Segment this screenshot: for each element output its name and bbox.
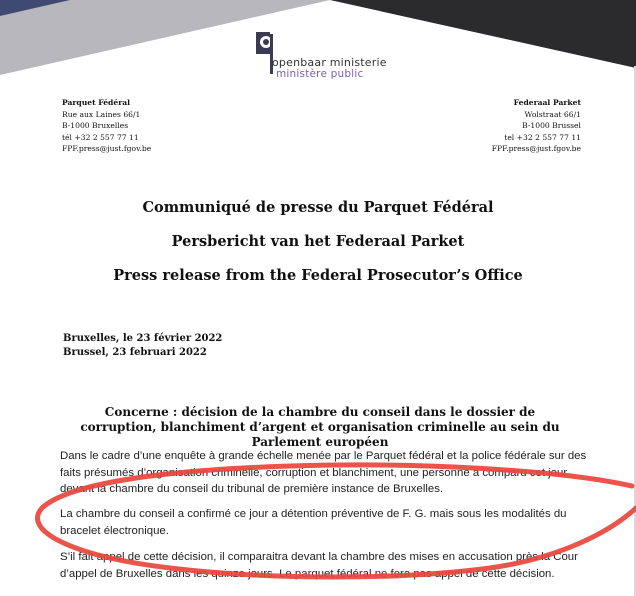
logo-text-dutch: openbaar ministerie bbox=[272, 56, 387, 69]
address-phone: tél +32 2 557 77 11 bbox=[62, 132, 139, 142]
address-city: B-1000 Bruxelles bbox=[62, 121, 129, 131]
address-city: B-1000 Brussel bbox=[522, 121, 581, 131]
body-paragraph-1: Dans le cadre d’une enquête à grande échelle menée par le Parquet fédéral et la police fédérale sur des faits présumés d’organisation criminelle, corruption et blanchiment, une personne a comparu cet jour devant la chambre du conseil du tribunal de première instance de Bruxelles. bbox=[60, 450, 587, 495]
address-block-dutch bbox=[492, 97, 581, 155]
address-name: Parquet Fédéral bbox=[62, 98, 130, 107]
address-name: Federaal Parket bbox=[513, 98, 581, 107]
address-email[interactable]: FPF.press@just.fgov.be bbox=[62, 144, 152, 154]
body-paragraph-2: La chambre du conseil a confirmé ce jour a détention préventive de F. G. mais sous les modalités du bracelet électronique. bbox=[60, 508, 567, 537]
address-block-french bbox=[62, 97, 151, 155]
date-dutch: Brussel, 23 februari 2022 bbox=[63, 347, 207, 358]
date-french: Bruxelles, le 23 février 2022 bbox=[63, 333, 223, 344]
title-french: Communiqué de presse du Parquet Fédéral bbox=[142, 199, 494, 216]
body-paragraph-3: S’il fait appel de cette décision, il comparaitra devant la chambre des mises en accusation près la Cour d’appel de Bruxelles dans les quinze jours. Le parquet fédéral ne fera pas appel de cette décision. bbox=[60, 551, 578, 580]
address-street: Wolstraat 66/1 bbox=[524, 109, 581, 119]
logo-text-french: ministère public bbox=[276, 68, 364, 80]
address-street: Rue aux Laines 66/1 bbox=[62, 109, 141, 119]
title-dutch: Persbericht van het Federaal Parket bbox=[171, 233, 465, 250]
address-phone: tel +32 2 557 77 11 bbox=[504, 132, 581, 142]
title-english: Press release from the Federal Prosecutor’s Office bbox=[113, 267, 523, 284]
address-email[interactable]: FPF.press@just.fgov.be bbox=[491, 144, 581, 154]
subject-heading: Concerne : décision de la chambre du conseil dans le dossier de corruption, blanchiment d’argent et organisation criminelle au sein du Parlement européen bbox=[80, 405, 560, 449]
